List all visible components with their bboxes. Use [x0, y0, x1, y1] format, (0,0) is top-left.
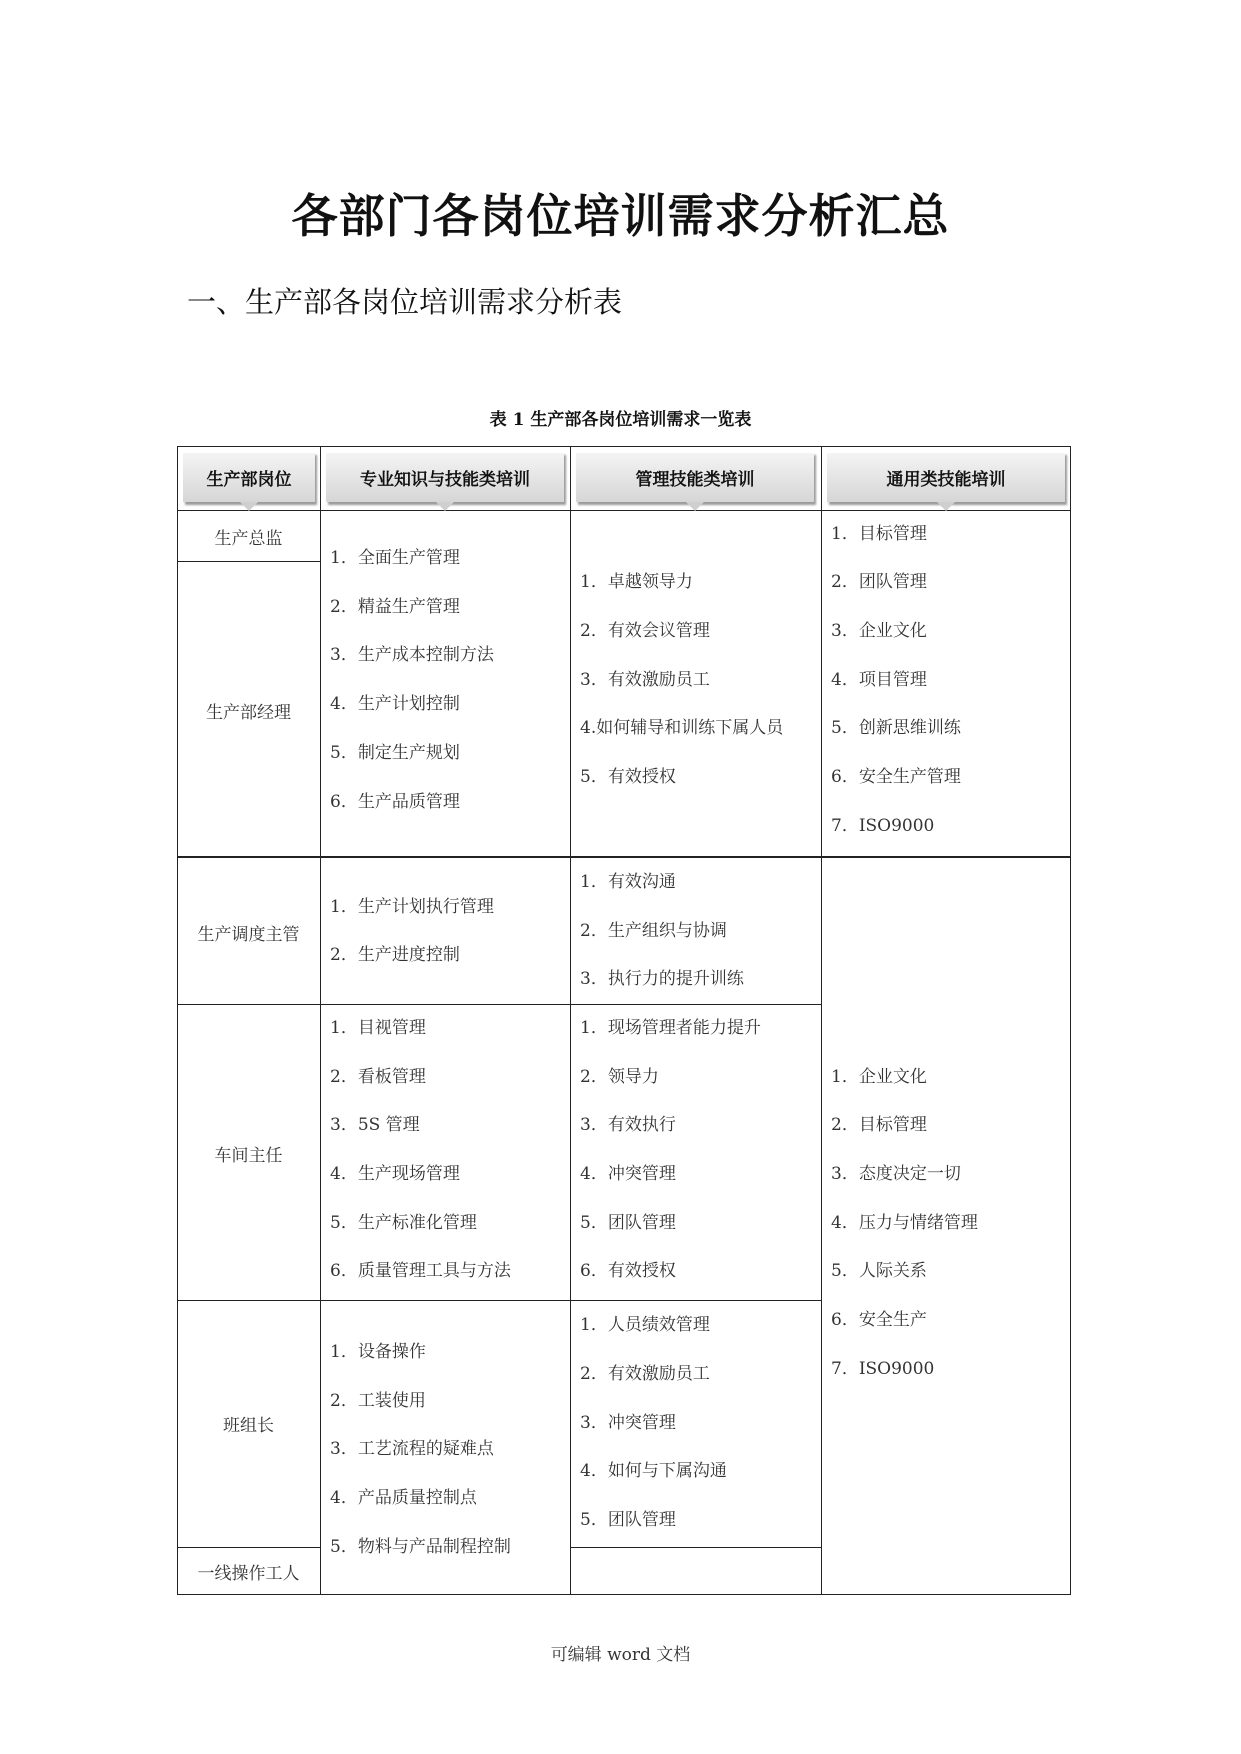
header-role: [183, 452, 315, 502]
list-item: 2．工装使用: [330, 1391, 426, 1411]
role-divider-worker: [177, 1547, 321, 1548]
list-item: 2．有效激励员工: [580, 1364, 710, 1384]
list-item: 1．设备操作: [330, 1342, 426, 1362]
list-item: 4．压力与情绪管理: [831, 1213, 978, 1233]
header-arrow-icon: [240, 502, 258, 511]
row-divider-workshop: [177, 1300, 822, 1301]
header-management-label: 管理技能类培训: [635, 470, 755, 490]
list-item: 6．安全生产: [831, 1310, 927, 1330]
list-item: 6．质量管理工具与方法: [330, 1261, 511, 1281]
group-divider: [177, 856, 1071, 858]
document-title: 各部门各岗位培训需求分析汇总: [291, 189, 950, 243]
list-item: 4．生产现场管理: [330, 1164, 460, 1184]
footer-note: 可编辑 word 文档: [550, 1645, 691, 1665]
list-item: 4．如何与下属沟通: [580, 1461, 727, 1481]
list-item: 5．生产标准化管理: [330, 1213, 477, 1233]
list-item: 5．创新思维训练: [831, 718, 961, 738]
role-worker: 一线操作工人: [197, 1564, 300, 1584]
management-divider-worker: [570, 1547, 822, 1548]
list-item: 5．人际关系: [831, 1261, 927, 1281]
list-item: 1．目标管理: [831, 524, 927, 544]
list-item: 2．领导力: [580, 1067, 659, 1087]
col-divider-1: [320, 446, 321, 1595]
list-item: 4.如何辅导和训练下属人员: [580, 718, 784, 738]
role-workshop: 车间主任: [214, 1146, 283, 1166]
role-team-leader: 班组长: [223, 1416, 274, 1436]
list-item: 3．执行力的提升训练: [580, 969, 744, 989]
training-needs-table: [177, 446, 1071, 1595]
role-manager: 生产部经理: [206, 703, 291, 723]
header-management: [576, 452, 814, 502]
role-director: 生产总监: [214, 529, 283, 549]
table-border-bottom: [177, 1594, 1071, 1595]
table-border-top: [177, 446, 1071, 447]
list-item: 4．冲突管理: [580, 1164, 676, 1184]
list-item: 2．生产组织与协调: [580, 921, 727, 941]
list-item: 3．生产成本控制方法: [330, 645, 494, 665]
header-general-label: 通用类技能培训: [886, 470, 1006, 490]
list-item: 1．人员绩效管理: [580, 1315, 710, 1335]
list-item: 6．生产品质管理: [330, 792, 460, 812]
section-title: 一、生产部各岗位培训需求分析表: [187, 285, 623, 319]
role-divider-director: [177, 561, 321, 562]
list-item: 3．企业文化: [831, 621, 927, 641]
list-item: 4．项目管理: [831, 670, 927, 690]
table-caption: 表 1 生产部各岗位培训需求一览表: [489, 410, 752, 430]
list-item: 6．有效授权: [580, 1261, 676, 1281]
col-divider-2: [570, 446, 571, 1595]
list-item: 3．5S 管理: [330, 1115, 420, 1135]
role-scheduler: 生产调度主管: [197, 925, 300, 945]
list-item: 1．全面生产管理: [330, 548, 460, 568]
list-item: 1．卓越领导力: [580, 572, 693, 592]
col-divider-3: [821, 446, 822, 1595]
list-item: 5．有效授权: [580, 767, 676, 787]
header-role-label: 生产部岗位: [206, 470, 292, 490]
list-item: 3．有效执行: [580, 1115, 676, 1135]
list-item: 7．ISO9000: [831, 816, 935, 836]
row-divider-scheduler: [177, 1004, 822, 1005]
header-general: [827, 452, 1065, 502]
list-item: 1．目视管理: [330, 1018, 426, 1038]
header-arrow-icon: [686, 502, 704, 511]
list-item: 5．团队管理: [580, 1510, 676, 1530]
table-border-right: [1070, 446, 1071, 1595]
list-item: 2．生产进度控制: [330, 945, 460, 965]
header-arrow-icon: [436, 502, 454, 511]
list-item: 1．生产计划执行管理: [330, 897, 494, 917]
list-item: 3．有效激励员工: [580, 670, 710, 690]
list-item: 3．工艺流程的疑难点: [330, 1439, 494, 1459]
header-professional-label: 专业知识与技能类培训: [360, 470, 530, 490]
list-item: 1．现场管理者能力提升: [580, 1018, 761, 1038]
list-item: 4．生产计划控制: [330, 694, 460, 714]
list-item: 1．有效沟通: [580, 872, 676, 892]
list-item: 2．目标管理: [831, 1115, 927, 1135]
list-item: 3．态度决定一切: [831, 1164, 961, 1184]
list-item: 2．精益生产管理: [330, 597, 460, 617]
list-item: 2．有效会议管理: [580, 621, 710, 641]
list-item: 5．物料与产品制程控制: [330, 1537, 511, 1557]
list-item: 5．制定生产规划: [330, 743, 460, 763]
list-item: 4．产品质量控制点: [330, 1488, 477, 1508]
list-item: 7．ISO9000: [831, 1359, 935, 1379]
list-item: 1．企业文化: [831, 1067, 927, 1087]
list-item: 2．看板管理: [330, 1067, 426, 1087]
list-item: 2．团队管理: [831, 572, 927, 592]
list-item: 5．团队管理: [580, 1213, 676, 1233]
header-arrow-icon: [937, 502, 955, 511]
list-item: 6．安全生产管理: [831, 767, 961, 787]
header-professional: [326, 452, 564, 502]
list-item: 3．冲突管理: [580, 1413, 676, 1433]
